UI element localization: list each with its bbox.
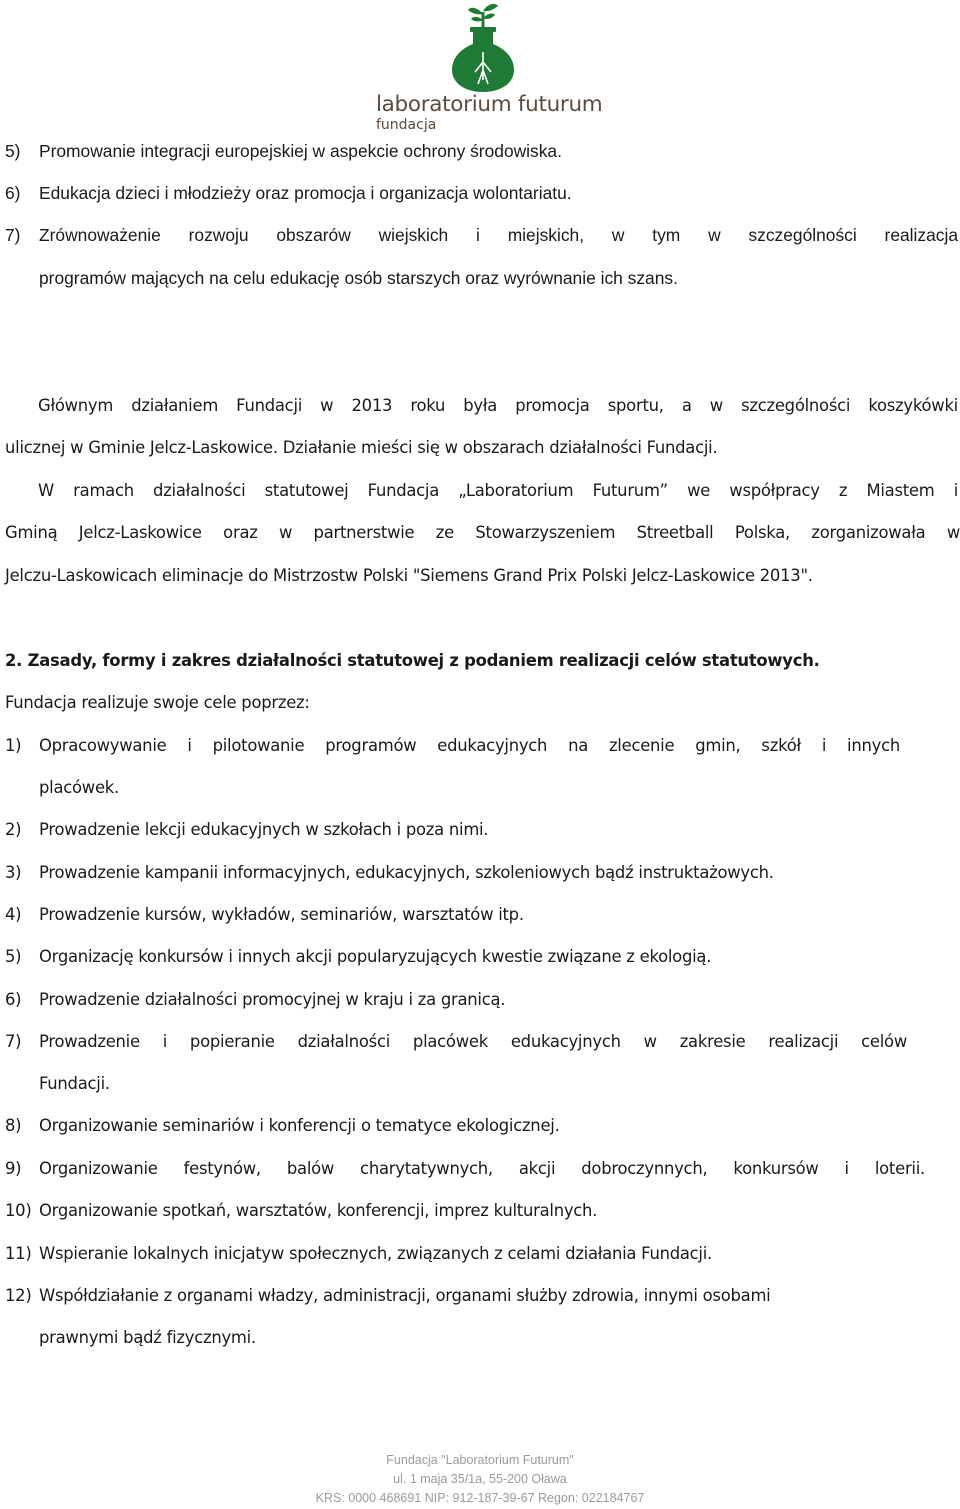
list-number: 6) bbox=[5, 183, 21, 203]
logo-subtitle: fundacja bbox=[376, 117, 437, 133]
activity-paragraph-1-line-2: ulicznej w Gminie Jelcz-Laskowice. Działanie mieści się w obszarach działalności Fundacji. bbox=[5, 438, 718, 457]
method-item-1-continuation: placówek. bbox=[39, 778, 119, 797]
footer-address: ul. 1 maja 35/1a, 55-200 Oława bbox=[393, 1472, 567, 1486]
list-number: 2) bbox=[5, 820, 22, 839]
list-text: Prowadzenie i popieranie działalności placówek edukacyjnych w zakresie realizacji celów bbox=[39, 1032, 907, 1051]
method-item-9 bbox=[5, 1159, 925, 1178]
method-item-10 bbox=[5, 1201, 960, 1220]
foundation-logo bbox=[372, 0, 603, 136]
activity-paragraph-2-line-2: Gminą Jelcz-Laskowice oraz w partnerstwie ze Stowarzyszeniem Streetball Polska, zorganizowała w bbox=[5, 523, 960, 542]
activity-paragraph-2-line-1: W ramach działalności statutowej Fundacja „Laboratorium Futurum” we współpracy z Miastem i bbox=[38, 481, 958, 500]
list-text: Organizowanie festynów, balów charytatywnych, akcji dobroczynnych, konkursów i loterii. bbox=[39, 1159, 925, 1178]
list-number: 7) bbox=[5, 1032, 22, 1051]
method-item-12-continuation: prawnymi bądź fizycznymi. bbox=[39, 1328, 256, 1347]
footer-organization: Fundacja "Laboratorium Futurum" bbox=[386, 1453, 574, 1467]
list-text: Prowadzenie działalności promocyjnej w kraju i za granicą. bbox=[39, 990, 506, 1009]
plant-flask-icon bbox=[372, 0, 594, 95]
section-heading: 2. Zasady, formy i zakres działalności statutowej z podaniem realizacji celów statutowych. bbox=[5, 651, 820, 670]
method-item-8 bbox=[5, 1116, 960, 1135]
method-item-11 bbox=[5, 1244, 960, 1263]
list-number: 5) bbox=[5, 947, 22, 966]
list-text: Opracowywanie i pilotowanie programów edukacyjnych na zlecenie gmin, szkół i innych bbox=[39, 736, 900, 755]
list-number: 8) bbox=[5, 1116, 22, 1135]
method-item-7-continuation: Fundacji. bbox=[39, 1074, 110, 1093]
method-item-3 bbox=[5, 863, 960, 882]
list-text: Promowanie integracji europejskiej w aspekcie ochrony środowiska. bbox=[39, 141, 562, 161]
goal-item-7 bbox=[5, 225, 960, 246]
activity-paragraph-1-line-1: Głównym działaniem Fundacji w 2013 roku była promocja sportu, a w szczególności koszykówki bbox=[38, 396, 958, 415]
method-item-12 bbox=[5, 1286, 960, 1305]
method-item-1 bbox=[5, 736, 900, 755]
method-item-7 bbox=[5, 1032, 907, 1051]
list-number: 6) bbox=[5, 990, 22, 1009]
goal-item-6 bbox=[5, 183, 960, 204]
section-intro: Fundacja realizuje swoje cele poprzez: bbox=[5, 693, 310, 712]
list-text: Organizowanie spotkań, warsztatów, konferencji, imprez kulturalnych. bbox=[39, 1201, 598, 1220]
list-number: 7) bbox=[5, 225, 21, 245]
footer-registry: KRS: 0000 468691 NIP: 912-187-39-67 Regon: 022184767 bbox=[315, 1491, 645, 1505]
list-text: Współdziałanie z organami władzy, administracji, organami służby zdrowia, innymi osobami bbox=[39, 1286, 771, 1305]
list-number: 10) bbox=[5, 1201, 32, 1220]
list-number: 1) bbox=[5, 736, 22, 755]
list-number: 11) bbox=[5, 1244, 32, 1263]
list-text: Organizację konkursów i innych akcji popularyzujących kwestie związane z ekologią. bbox=[39, 947, 712, 966]
goal-item-7-continuation: programów mających na celu edukację osób starszych oraz wyrównanie ich szans. bbox=[39, 268, 678, 288]
list-text: Wspieranie lokalnych inicjatyw społecznych, związanych z celami działania Fundacji. bbox=[39, 1244, 713, 1263]
list-number: 5) bbox=[5, 141, 21, 161]
list-text: Edukacja dzieci i młodzieży oraz promocja i organizacja wolontariatu. bbox=[39, 183, 572, 203]
list-number: 3) bbox=[5, 863, 22, 882]
goal-item-5 bbox=[5, 141, 960, 162]
list-number: 12) bbox=[5, 1286, 32, 1305]
list-text: Prowadzenie lekcji edukacyjnych w szkołach i poza nimi. bbox=[39, 820, 489, 839]
list-text: Organizowanie seminariów i konferencji o tematyce ekologicznej. bbox=[39, 1116, 560, 1135]
method-item-5 bbox=[5, 947, 960, 966]
list-text: Zrównoważenie rozwoju obszarów wiejskich i miejskich, w tym w szczególności realizacja bbox=[39, 225, 958, 245]
method-item-4 bbox=[5, 905, 960, 924]
logo-name: laboratorium futurum bbox=[376, 92, 603, 117]
list-number: 4) bbox=[5, 905, 22, 924]
activity-paragraph-2-line-3: Jelczu-Laskowicach eliminacje do Mistrzostw Polski "Siemens Grand Prix Polski Jelcz-Laskowice 2013". bbox=[5, 566, 813, 585]
list-number: 9) bbox=[5, 1159, 22, 1178]
list-text: Prowadzenie kampanii informacyjnych, edukacyjnych, szkoleniowych bądź instruktażowych. bbox=[39, 863, 774, 882]
method-item-6 bbox=[5, 990, 960, 1009]
list-text: Prowadzenie kursów, wykładów, seminariów, warsztatów itp. bbox=[39, 905, 524, 924]
method-item-2 bbox=[5, 820, 960, 839]
